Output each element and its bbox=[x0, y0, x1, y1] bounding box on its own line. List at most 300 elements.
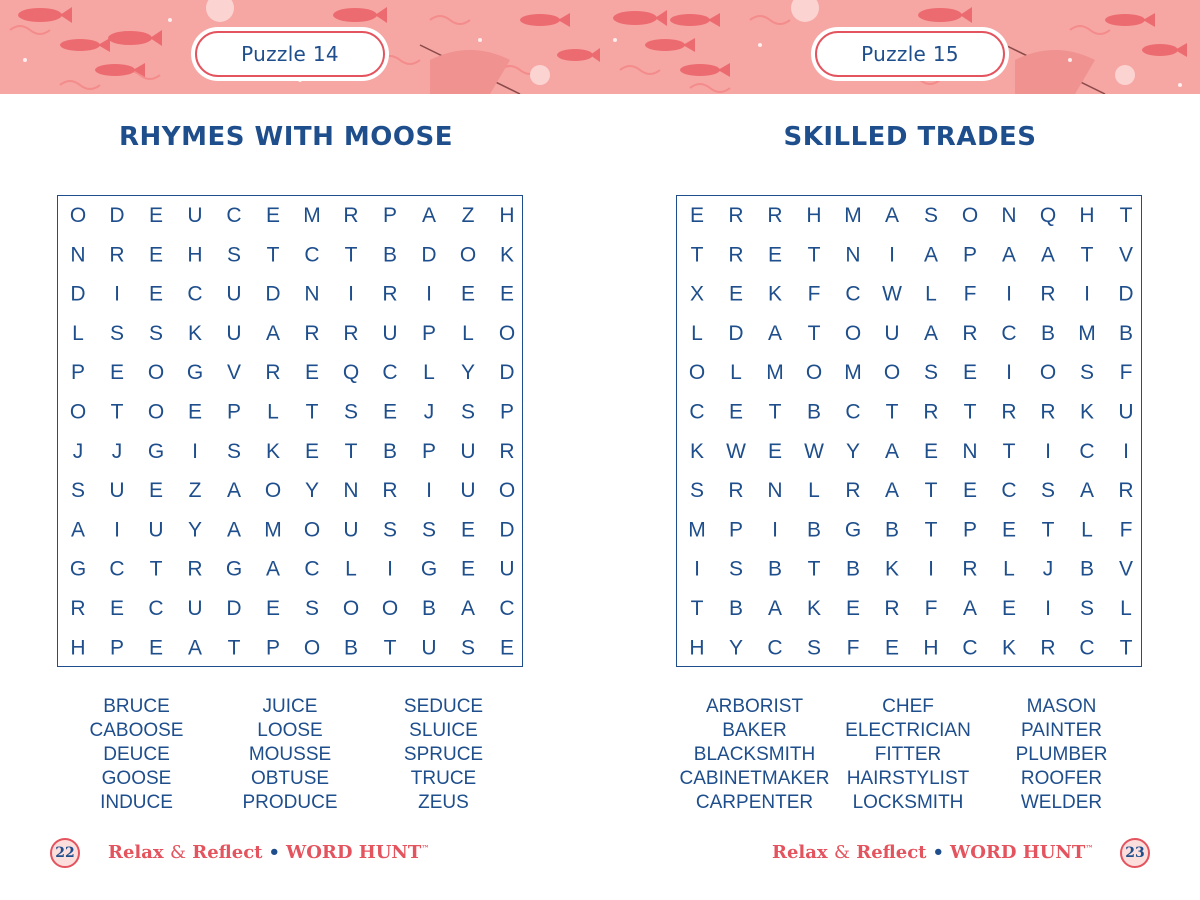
grid-letter: T bbox=[924, 518, 938, 542]
word: CABOOSE bbox=[89, 720, 184, 741]
grid-letter: S bbox=[421, 518, 437, 542]
grid-letter: T bbox=[885, 400, 899, 424]
grid-letter: S bbox=[460, 636, 476, 660]
grid-letter: P bbox=[421, 439, 437, 463]
grid-letter: O bbox=[498, 321, 516, 345]
grid-letter: T bbox=[963, 400, 977, 424]
word: GOOSE bbox=[101, 768, 172, 789]
grid-letter: P bbox=[70, 361, 86, 385]
word: TRUCE bbox=[410, 768, 477, 789]
grid-letter: H bbox=[806, 204, 822, 227]
trademark-symbol: ™ bbox=[421, 843, 430, 853]
grid-letter: I bbox=[114, 518, 120, 542]
grid-letter: O bbox=[381, 597, 399, 620]
grid-letter: K bbox=[265, 439, 281, 463]
grid-letter: E bbox=[109, 361, 125, 385]
word: FITTER bbox=[874, 744, 942, 765]
grid-letter: G bbox=[147, 439, 165, 463]
grid-letter: E bbox=[460, 557, 476, 581]
grid-letter: T bbox=[344, 439, 358, 463]
grid-letter: E bbox=[767, 243, 783, 267]
grid-letter: S bbox=[226, 439, 242, 463]
grid-letter: I bbox=[889, 243, 895, 267]
word: CARPENTER bbox=[695, 792, 814, 813]
grid-letter: M bbox=[688, 518, 706, 542]
grid-letter: U bbox=[148, 518, 164, 542]
grid-letter: O bbox=[69, 400, 87, 424]
grid-letter: D bbox=[728, 321, 744, 345]
grid-letter: F bbox=[963, 282, 977, 306]
grid-letter: J bbox=[423, 400, 435, 424]
grid-letter: C bbox=[1001, 479, 1017, 503]
brand-reflect: Reflect bbox=[192, 842, 263, 863]
grid-letter: S bbox=[728, 557, 744, 581]
grid-letter: P bbox=[109, 636, 125, 660]
grid-letter: B bbox=[382, 439, 398, 463]
grid-letter: R bbox=[1040, 400, 1056, 424]
grid-letter: O bbox=[459, 243, 477, 267]
brand-word-hunt: WORD HUNT bbox=[286, 842, 422, 863]
word: CHEF bbox=[882, 696, 934, 717]
grid-letter: F bbox=[846, 636, 860, 660]
grid-letter: M bbox=[844, 204, 862, 227]
grid-letter: S bbox=[70, 479, 86, 503]
word: WELDER bbox=[1020, 792, 1103, 813]
grid-letter: K bbox=[1079, 400, 1095, 424]
grid-letter: D bbox=[499, 518, 515, 542]
grid-letter: O bbox=[147, 400, 165, 424]
grid-letter: O bbox=[264, 479, 282, 503]
grid-letter: T bbox=[1080, 243, 1094, 267]
grid-letter: L bbox=[462, 321, 474, 345]
grid-letter: R bbox=[343, 321, 359, 345]
grid-letter: C bbox=[767, 636, 783, 660]
grid-letter: O bbox=[961, 204, 979, 227]
grid-letter: E bbox=[962, 361, 978, 385]
grid-letter: C bbox=[845, 282, 861, 306]
grid-letter: R bbox=[728, 479, 744, 503]
grid-letter: R bbox=[728, 243, 744, 267]
grid-letter: A bbox=[265, 557, 281, 581]
grid-letter: G bbox=[186, 361, 204, 385]
grid-letter: T bbox=[690, 243, 704, 267]
grid-letter: Y bbox=[728, 636, 744, 660]
grid-letter: R bbox=[845, 479, 861, 503]
word: CABINETMAKER bbox=[679, 768, 830, 789]
grid-letter: C bbox=[109, 557, 125, 581]
grid-letter: N bbox=[343, 479, 359, 503]
grid-letter: E bbox=[382, 400, 398, 424]
grid-letter: E bbox=[728, 282, 744, 306]
grid-letter: S bbox=[1079, 597, 1095, 620]
grid-letter: Y bbox=[460, 361, 476, 385]
grid-letter: J bbox=[111, 439, 123, 463]
grid-letter: S bbox=[148, 321, 164, 345]
grid-letter: A bbox=[767, 321, 783, 345]
grid-letter: I bbox=[426, 282, 432, 306]
word: JUICE bbox=[262, 696, 318, 717]
grid-letter: U bbox=[884, 321, 900, 345]
word: ROOFER bbox=[1020, 768, 1103, 789]
grid-letter: E bbox=[148, 636, 164, 660]
grid-letter: D bbox=[1118, 282, 1134, 306]
grid-letter: R bbox=[304, 321, 320, 345]
grid-letter: J bbox=[1042, 557, 1054, 581]
grid-letter: T bbox=[807, 243, 821, 267]
grid-letter: N bbox=[845, 243, 861, 267]
grid-letter: O bbox=[883, 361, 901, 385]
grid-letter: C bbox=[187, 282, 203, 306]
grid-letter: W bbox=[882, 282, 902, 306]
grid-letter: M bbox=[766, 361, 784, 385]
grid-letter: R bbox=[1118, 479, 1134, 503]
grid-letter: S bbox=[304, 597, 320, 620]
grid-letter: E bbox=[304, 439, 320, 463]
word: PLUMBER bbox=[1015, 744, 1108, 765]
grid-letter: A bbox=[226, 479, 242, 503]
word: PRODUCE bbox=[242, 792, 338, 813]
word: SLUICE bbox=[409, 720, 478, 741]
grid-letter: R bbox=[343, 204, 359, 227]
grid-letter: U bbox=[343, 518, 359, 542]
grid-letter: R bbox=[1001, 400, 1017, 424]
grid-letter: U bbox=[226, 282, 242, 306]
grid-letter: C bbox=[499, 597, 515, 620]
grid-letter: B bbox=[728, 597, 744, 620]
word: ZEUS bbox=[418, 792, 469, 813]
grid-letter: C bbox=[845, 400, 861, 424]
grid-letter: T bbox=[383, 636, 397, 660]
grid-letter: H bbox=[70, 636, 86, 660]
grid-letter: E bbox=[689, 204, 705, 227]
grid-letter: T bbox=[227, 636, 241, 660]
grid-letter: M bbox=[264, 518, 282, 542]
brand-reflect: Reflect bbox=[856, 842, 927, 863]
grid-letter: N bbox=[304, 282, 320, 306]
grid-letter: M bbox=[844, 361, 862, 385]
grid-letter: M bbox=[303, 204, 321, 227]
grid-letter: I bbox=[1006, 361, 1012, 385]
grid-letter: I bbox=[1045, 597, 1051, 620]
grid-letter: E bbox=[148, 479, 164, 503]
grid-letter: B bbox=[806, 400, 822, 424]
grid-letter: K bbox=[499, 243, 515, 267]
grid-letter: E bbox=[109, 597, 125, 620]
grid-letter: K bbox=[1001, 636, 1017, 660]
grid-letter: C bbox=[1079, 636, 1095, 660]
grid-letter: C bbox=[148, 597, 164, 620]
grid-letter: D bbox=[499, 361, 515, 385]
grid-letter: E bbox=[187, 400, 203, 424]
grid-letter: S bbox=[460, 400, 476, 424]
word: DEUCE bbox=[103, 744, 170, 765]
grid-letter: I bbox=[348, 282, 354, 306]
word: LOCKSMITH bbox=[852, 792, 964, 813]
bullet-separator: • bbox=[932, 842, 944, 863]
grid-letter: T bbox=[1119, 204, 1133, 227]
grid-letter: E bbox=[499, 636, 515, 660]
grid-letter: C bbox=[304, 557, 320, 581]
grid-letter: D bbox=[226, 597, 242, 620]
grid-letter: C bbox=[226, 204, 242, 227]
grid-letter: O bbox=[844, 321, 862, 345]
grid-letter: N bbox=[767, 479, 783, 503]
grid-letter: A bbox=[884, 439, 900, 463]
grid-letter: M bbox=[1078, 321, 1096, 345]
grid-letter: A bbox=[923, 243, 939, 267]
grid-letter: A bbox=[884, 204, 900, 227]
grid-letter: J bbox=[72, 439, 84, 463]
grid-letter: T bbox=[344, 243, 358, 267]
puzzle-title: SKILLED TRADES bbox=[783, 122, 1037, 152]
grid-letter: N bbox=[962, 439, 978, 463]
grid-letter: H bbox=[187, 243, 203, 267]
grid-letter: F bbox=[1119, 518, 1133, 542]
grid-letter: Y bbox=[304, 479, 320, 503]
grid-letter: C bbox=[382, 361, 398, 385]
grid-letter: A bbox=[1040, 243, 1056, 267]
grid-letter: Q bbox=[342, 361, 360, 385]
grid-letter: R bbox=[382, 479, 398, 503]
word: MASON bbox=[1026, 696, 1097, 717]
grid-letter: T bbox=[807, 557, 821, 581]
grid-letter: C bbox=[304, 243, 320, 267]
grid-letter: A bbox=[923, 321, 939, 345]
grid-letter: A bbox=[962, 597, 978, 620]
word: MOUSSE bbox=[248, 744, 332, 765]
grid-letter: V bbox=[1118, 243, 1134, 267]
grid-letter: A bbox=[767, 597, 783, 620]
grid-letter: K bbox=[767, 282, 783, 306]
grid-letter: P bbox=[499, 400, 515, 424]
grid-letter: H bbox=[923, 636, 939, 660]
grid-letter: C bbox=[1079, 439, 1095, 463]
word-column bbox=[985, 695, 1138, 815]
grid-letter: L bbox=[808, 479, 820, 503]
grid-letter: O bbox=[498, 479, 516, 503]
word-list-left bbox=[60, 695, 520, 815]
grid-letter: K bbox=[806, 597, 822, 620]
grid-letter: S bbox=[689, 479, 705, 503]
word: BRUCE bbox=[103, 696, 170, 717]
grid-letter: A bbox=[70, 518, 86, 542]
grid-letter: P bbox=[265, 636, 281, 660]
grid-letter: L bbox=[267, 400, 279, 424]
word-column bbox=[678, 695, 831, 815]
grid-letter: D bbox=[109, 204, 125, 227]
grid-letter: O bbox=[147, 361, 165, 385]
grid-letter: T bbox=[807, 321, 821, 345]
grid-letter: I bbox=[772, 518, 778, 542]
puzzle-label: Puzzle 14 bbox=[195, 31, 385, 77]
grid-letter: S bbox=[806, 636, 822, 660]
grid-letter: U bbox=[1118, 400, 1134, 424]
grid-letter: H bbox=[689, 636, 705, 660]
grid-letter: O bbox=[1039, 361, 1057, 385]
grid-letter: Q bbox=[1039, 204, 1057, 227]
grid-letter: R bbox=[728, 204, 744, 227]
grid-letter: E bbox=[884, 636, 900, 660]
grid-letter: T bbox=[266, 243, 280, 267]
grid-letter: E bbox=[1001, 597, 1017, 620]
grid-letter: A bbox=[884, 479, 900, 503]
grid-letter: P bbox=[728, 518, 744, 542]
grid-letter: T bbox=[768, 400, 782, 424]
grid-letter: E bbox=[499, 282, 515, 306]
grid-letter: U bbox=[187, 597, 203, 620]
grid-letter: E bbox=[962, 479, 978, 503]
grid-letter: I bbox=[114, 282, 120, 306]
grid-letter: Y bbox=[845, 439, 861, 463]
grid-letter: I bbox=[387, 557, 393, 581]
grid-letter: U bbox=[421, 636, 437, 660]
brand-relax: Relax bbox=[108, 842, 164, 863]
footer-brand-left bbox=[108, 842, 429, 863]
grid-letter: L bbox=[72, 321, 84, 345]
grid-letter: R bbox=[382, 282, 398, 306]
word: LOOSE bbox=[257, 720, 323, 741]
grid-letter: B bbox=[382, 243, 398, 267]
grid-letter: I bbox=[694, 557, 700, 581]
grid-letter: E bbox=[148, 204, 164, 227]
grid-letter: I bbox=[1084, 282, 1090, 306]
grid-letter: W bbox=[726, 439, 746, 463]
grid-letter: D bbox=[421, 243, 437, 267]
grid-letter: Z bbox=[188, 479, 202, 503]
grid-letter: G bbox=[420, 557, 438, 581]
grid-letter: U bbox=[382, 321, 398, 345]
word-column bbox=[367, 695, 520, 815]
grid-letter: U bbox=[109, 479, 125, 503]
grid-letter: E bbox=[767, 439, 783, 463]
page-number: 23 bbox=[1120, 838, 1150, 868]
grid-letter: B bbox=[845, 557, 861, 581]
grid-letter: A bbox=[460, 597, 476, 620]
page-number: 22 bbox=[50, 838, 80, 868]
grid-letter: P bbox=[962, 518, 978, 542]
grid-letter: U bbox=[226, 321, 242, 345]
grid-letter: B bbox=[1040, 321, 1056, 345]
grid-letter: C bbox=[1001, 321, 1017, 345]
brand-ampersand: & bbox=[169, 842, 186, 863]
grid-letter: A bbox=[1079, 479, 1095, 503]
footer-brand-right bbox=[772, 842, 1093, 863]
grid-letter: B bbox=[1118, 321, 1134, 345]
grid-letter: C bbox=[689, 400, 705, 424]
grid-letter: F bbox=[807, 282, 821, 306]
grid-letter: B bbox=[421, 597, 437, 620]
grid-letter: B bbox=[767, 557, 783, 581]
grid-letter: T bbox=[690, 597, 704, 620]
brand-word-hunt: WORD HUNT bbox=[950, 842, 1086, 863]
grid-letter: A bbox=[265, 321, 281, 345]
grid-letter: P bbox=[226, 400, 242, 424]
grid-letter: B bbox=[1079, 557, 1095, 581]
grid-letter: E bbox=[148, 282, 164, 306]
grid-letter: O bbox=[69, 204, 87, 227]
grid-letter: E bbox=[304, 361, 320, 385]
letter-grid-right bbox=[676, 195, 1142, 667]
grid-letter: O bbox=[342, 597, 360, 620]
letter-grid-left bbox=[57, 195, 523, 667]
grid-letter: R bbox=[1040, 636, 1056, 660]
grid-letter: S bbox=[343, 400, 359, 424]
word: PAINTER bbox=[1021, 720, 1102, 741]
grid-letter: A bbox=[187, 636, 203, 660]
grid-letter: B bbox=[806, 518, 822, 542]
grid-letter: N bbox=[70, 243, 86, 267]
grid-letter: H bbox=[499, 204, 515, 227]
grid-letter: L bbox=[730, 361, 742, 385]
grid-letter: G bbox=[225, 557, 243, 581]
grid-letter: O bbox=[805, 361, 823, 385]
grid-letter: Y bbox=[187, 518, 203, 542]
grid-letter: R bbox=[499, 439, 515, 463]
grid-letter: W bbox=[804, 439, 824, 463]
grid-letter: R bbox=[923, 400, 939, 424]
grid-letter: P bbox=[421, 321, 437, 345]
word: HAIRSTYLIST bbox=[846, 768, 970, 789]
word-column bbox=[60, 695, 213, 815]
word-column bbox=[214, 695, 367, 815]
grid-letter: L bbox=[1003, 557, 1015, 581]
grid-letter: U bbox=[499, 557, 515, 581]
grid-letter: G bbox=[69, 557, 87, 581]
grid-letter: L bbox=[925, 282, 937, 306]
grid-letter: R bbox=[1040, 282, 1056, 306]
grid-letter: S bbox=[923, 204, 939, 227]
grid-letter: F bbox=[1119, 361, 1133, 385]
grid-letter: R bbox=[767, 204, 783, 227]
grid-letter: T bbox=[305, 400, 319, 424]
grid-letter: A bbox=[421, 204, 437, 227]
grid-letter: P bbox=[962, 243, 978, 267]
word: ARBORIST bbox=[705, 696, 804, 717]
grid-letter: E bbox=[1001, 518, 1017, 542]
grid-letter: E bbox=[845, 597, 861, 620]
grid-letter: I bbox=[1006, 282, 1012, 306]
grid-letter: V bbox=[226, 361, 242, 385]
grid-letter: E bbox=[728, 400, 744, 424]
grid-letter: E bbox=[265, 204, 281, 227]
grid-letter: A bbox=[226, 518, 242, 542]
grid-letter: E bbox=[148, 243, 164, 267]
grid-letter: N bbox=[1001, 204, 1017, 227]
grid-letter: B bbox=[343, 636, 359, 660]
grid-letter: S bbox=[1040, 479, 1056, 503]
grid-letter: S bbox=[923, 361, 939, 385]
grid-letter: R bbox=[962, 557, 978, 581]
brand-relax: Relax bbox=[772, 842, 828, 863]
grid-letter: P bbox=[382, 204, 398, 227]
puzzle-title: RHYMES WITH MOOSE bbox=[119, 122, 453, 152]
grid-letter: G bbox=[844, 518, 862, 542]
word: BLACKSMITH bbox=[693, 744, 816, 765]
grid-letter: E bbox=[923, 439, 939, 463]
grid-letter: R bbox=[109, 243, 125, 267]
grid-letter: E bbox=[265, 597, 281, 620]
grid-letter: R bbox=[265, 361, 281, 385]
grid-letter: C bbox=[962, 636, 978, 660]
grid-letter: S bbox=[226, 243, 242, 267]
word: SPRUCE bbox=[403, 744, 484, 765]
grid-letter: I bbox=[426, 479, 432, 503]
grid-letter: L bbox=[345, 557, 357, 581]
puzzle-label: Puzzle 15 bbox=[815, 31, 1005, 77]
grid-letter: S bbox=[1079, 361, 1095, 385]
word: SEDUCE bbox=[403, 696, 484, 717]
grid-letter: E bbox=[460, 282, 476, 306]
